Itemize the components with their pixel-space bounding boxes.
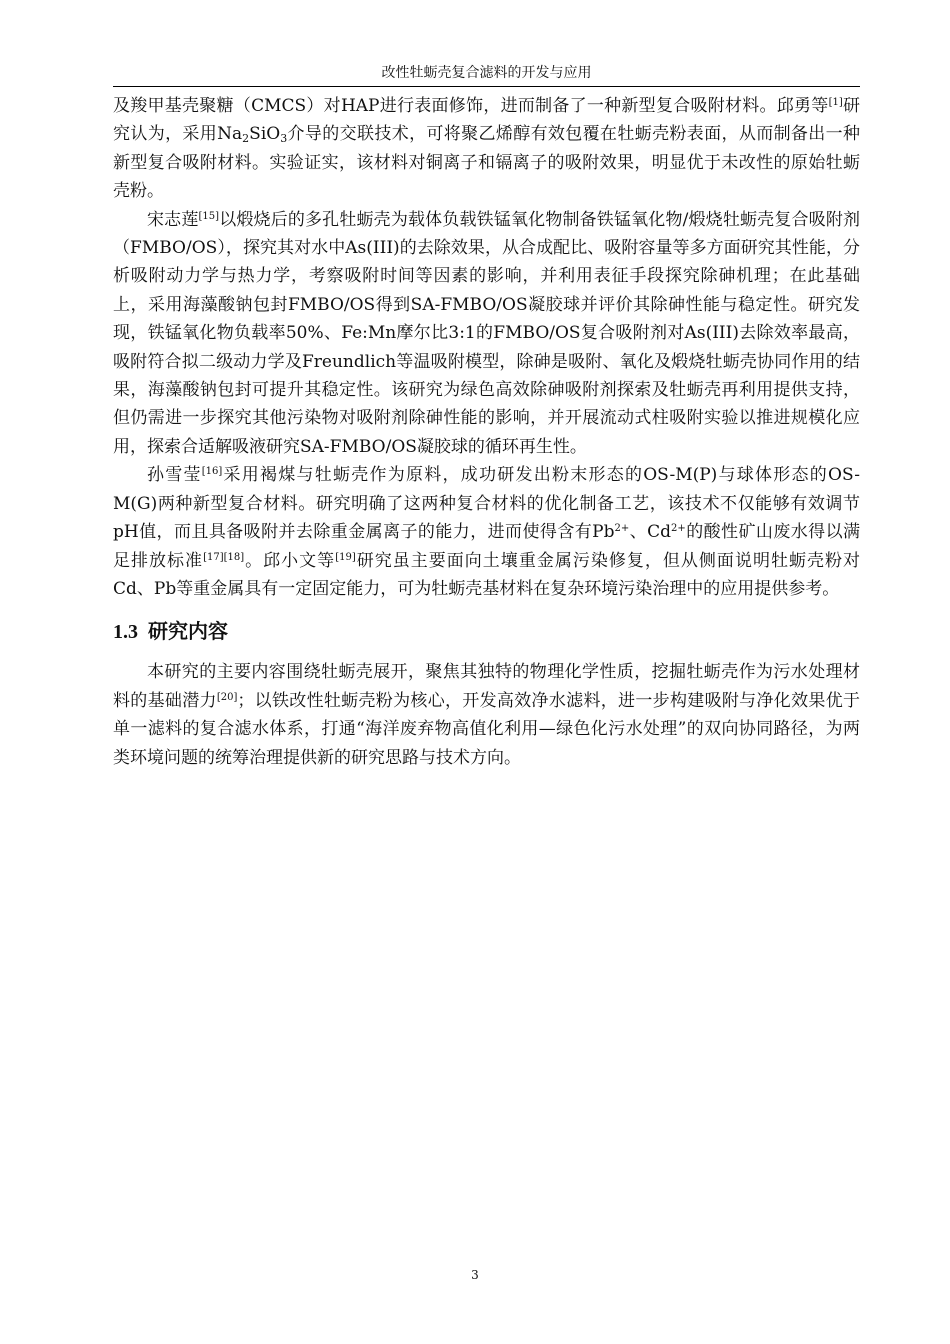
citation: [17][18] — [203, 551, 245, 563]
page-number: 3 — [471, 1268, 479, 1282]
superscript: 2+ — [671, 523, 686, 535]
subscript: 2 — [242, 132, 250, 146]
subscript: 3 — [280, 132, 288, 146]
paragraph-4: 本研究的主要内容围绕牡蛎壳展开，聚焦其独特的物理化学性质，挖掘牡蛎壳作为污水处理材料的基础潜力[20]；以铁改性牡蛎壳粉为核心，开发高效净水滤料，进一步构建吸附与净化效果优于单一滤料的复合滤水体系，打通“海洋废弃物高值化利用—绿色化污水处理”的双向协同路径，为两类环境问题的统筹治理提供新的研究思路与技术方向。 — [113, 662, 861, 768]
header-title: 改性牡蛎壳复合滤料的开发与应用 — [381, 65, 592, 81]
section-title: 研究内容 — [148, 619, 228, 644]
section-number: 1.3 — [113, 621, 138, 644]
citation: [19] — [335, 551, 356, 563]
section-heading — [113, 615, 860, 648]
paragraph-1: 及羧甲基壳聚糖（CMCS）对HAP进行表面修饰，进而制备了一种新型复合吸附材料。邱勇等[1]研究认为，采用$Na_2SiO_3$介导的交联技术，可将聚乙烯醇有效包覆在牡蛎壳粉表面，从而制备出一种新型复合吸附材料。实验证实，该材料对铜离子和镉离子的吸附效果，明显优于未改性的原始牡蛎壳粉。 — [113, 96, 861, 202]
page-body — [113, 92, 860, 772]
paragraph-3: 孙雪莹[16]采用褐煤与牡蛎壳作为原料，成功研发出粉末形态的OS-M(P)与球体形态的OS-M(G)两种新型复合材料。研究明确了这两种复合材料的优化制备工艺，该技术不仅能够有效调节pH值，而且具备吸附并去除重金属离子的能力，进而使得含有$Pb^{2+}$、$Cd^{2+}$的酸性矿山废水得以满足排放标准[17][18]。邱小文等[19]研究虽主要面向土壤重金属污染修复，但从侧面说明牡蛎壳粉对Cd、Pb等重金属具有一定固定能力，可为牡蛎壳基材料在复杂环境污染治理中的应用提供参考。 — [113, 465, 861, 599]
running-header — [113, 62, 860, 87]
superscript: 2+ — [614, 523, 630, 535]
paragraph-2: 宋志莲[15]以煅烧后的多孔牡蛎壳为载体负载铁锰氧化物制备铁锰氧化物/煅烧牡蛎壳复合吸附剂（FMBO/OS），探究其对水中As(III)的去除效果，从合成配比、吸附容量等多方面研究其性能，分析吸附动力学与热力学，考察吸附时间等因素的影响，并利用表征手段探究除砷机理；在此基础上，采用海藻酸钠包封FMBO/OS得到SA-FMBO/OS凝胶球并评价其除砷性能与稳定性。研究发现，铁锰氧化物负载率50%、Fe:Mn摩尔比3:1的FMBO/OS复合吸附剂对As(III)去除效率最高，吸附符合拟二级动力学及Freundlich等温吸附模型，除砷是吸附、氧化及煅烧牡蛎壳协同作用的结果，海藻酸钠包封可提升其稳定性。该研究为绿色高效除砷吸附剂探索及牡蛎壳再利用提供支持，但仍需进一步探究其他污染物对吸附剂除砷性能的影响，并开展流动式柱吸附实验以推进规模化应用，探索合适解吸液研究SA-FMBO/OS凝胶球的循环再生性。 — [113, 209, 860, 457]
citation: [1] — [828, 97, 843, 108]
citation: [20] — [216, 691, 238, 703]
citation: [16] — [201, 466, 223, 478]
citation: [15] — [198, 210, 220, 222]
